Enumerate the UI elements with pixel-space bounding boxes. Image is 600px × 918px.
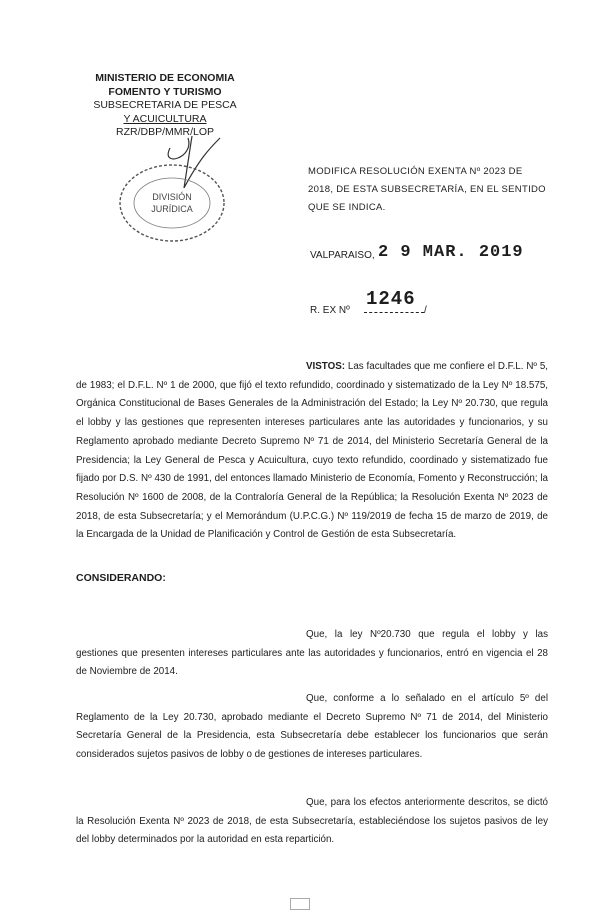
vistos-text: Las facultades que me confiere el D.F.L. Nº 5, de 1983; el D.F.L. Nº 1 de 2000, que fijó el texto refundido, coordinado y sistematizado de la Ley Nº 18.575, Orgánica Constitucional de Bases Generales de la Administración del Estado; la Ley Nº 20.730, que regula el lobby y las gestiones que representen intereses particulares ante las autoridades y funcionarios, y su Reglamento aprobado mediante Decreto Supremo Nº 71 de 2014, del Ministerio Secretaría General de la Presidencia; la Ley General de Pesca y Acuicultura, cuyo texto refundido, coordinado y sistematizado fue fijado por D.S. Nº 430 de 1991, del entonces llamado Ministerio de Economía, Fomento y Reconstrucción; la Resolución Nº 1600 de 2008, de la Contraloría General de la República; la Resolución Exenta Nº 2023 de 2018, de esta Subsecretaría; y el Memorándum (U.P.C.G.) Nº 119/2019 de fecha 15 de marzo de 2019, de la Encargada de la Unidad de Planificación y Control de Gestión de esta Subsecretaría. [76, 361, 548, 541]
resolution-number: 1246 [366, 288, 416, 310]
stamp-line-1: DIVISIÓN [152, 192, 192, 202]
resolution-label: R. EX Nº [310, 305, 350, 316]
considerando-paragraph-2: Que, conforme a lo señalado en el artículo 5º del Reglamento de la Ley 20.730, aprobado mediante el Decreto Supremo Nº 71 de 2014, del Ministerio Secretaría General de la Presidencia, esta Subsecretaría debe establecer los funcionarios que serán considerados sujetos pasivos de lobby o de gestiones de intereses particulares. [76, 693, 548, 761]
page-marker [290, 898, 310, 910]
author-initials: RZR/DBP/MMR/LOP [115, 126, 214, 138]
date-place: VALPARAISO, [310, 250, 375, 261]
division-juridica-stamp [112, 160, 232, 246]
ministry-line-2: FOMENTO Y TURISMO [108, 85, 222, 98]
stamp-line-2: JURÍDICA [151, 204, 193, 214]
considerando-paragraph-1: Que, la ley Nº20.730 que regula el lobby y las gestiones que presenten intereses particulares ante las autoridades y funcionarios, entró en vigencia el 28 de Noviembre de 2014. [76, 629, 548, 678]
resolution-subject: MODIFICA RESOLUCIÓN EXENTA Nº 2023 DE 2018, DE ESTA SUBSECRETARÍA, EN EL SENTIDO QUE SE INDICA. [308, 166, 546, 213]
considerando-paragraph-3: Que, para los efectos anteriormente descritos, se dictó la Resolución Exenta Nº 2023 de 2018, de esta Subsecretaría, estableciéndose los sujetos pasivos de ley del lobby determinados por la autoridad en esta repartición. [76, 797, 548, 846]
subsecretaria-line-2: Y ACUICULTURA [123, 112, 207, 125]
subsecretaria-line-1: SUBSECRETARIA DE PESCA [93, 99, 237, 111]
resolution-underline [364, 312, 424, 313]
vistos-label: VISTOS: [306, 361, 346, 372]
ministry-line-1: MINISTERIO DE ECONOMIA [95, 72, 235, 84]
considerando-heading: CONSIDERANDO: [76, 572, 166, 584]
vistos-paragraph [76, 358, 548, 545]
date-stamp: 2 9 MAR. 2019 [378, 243, 524, 262]
resolution-slash: / [424, 305, 427, 316]
